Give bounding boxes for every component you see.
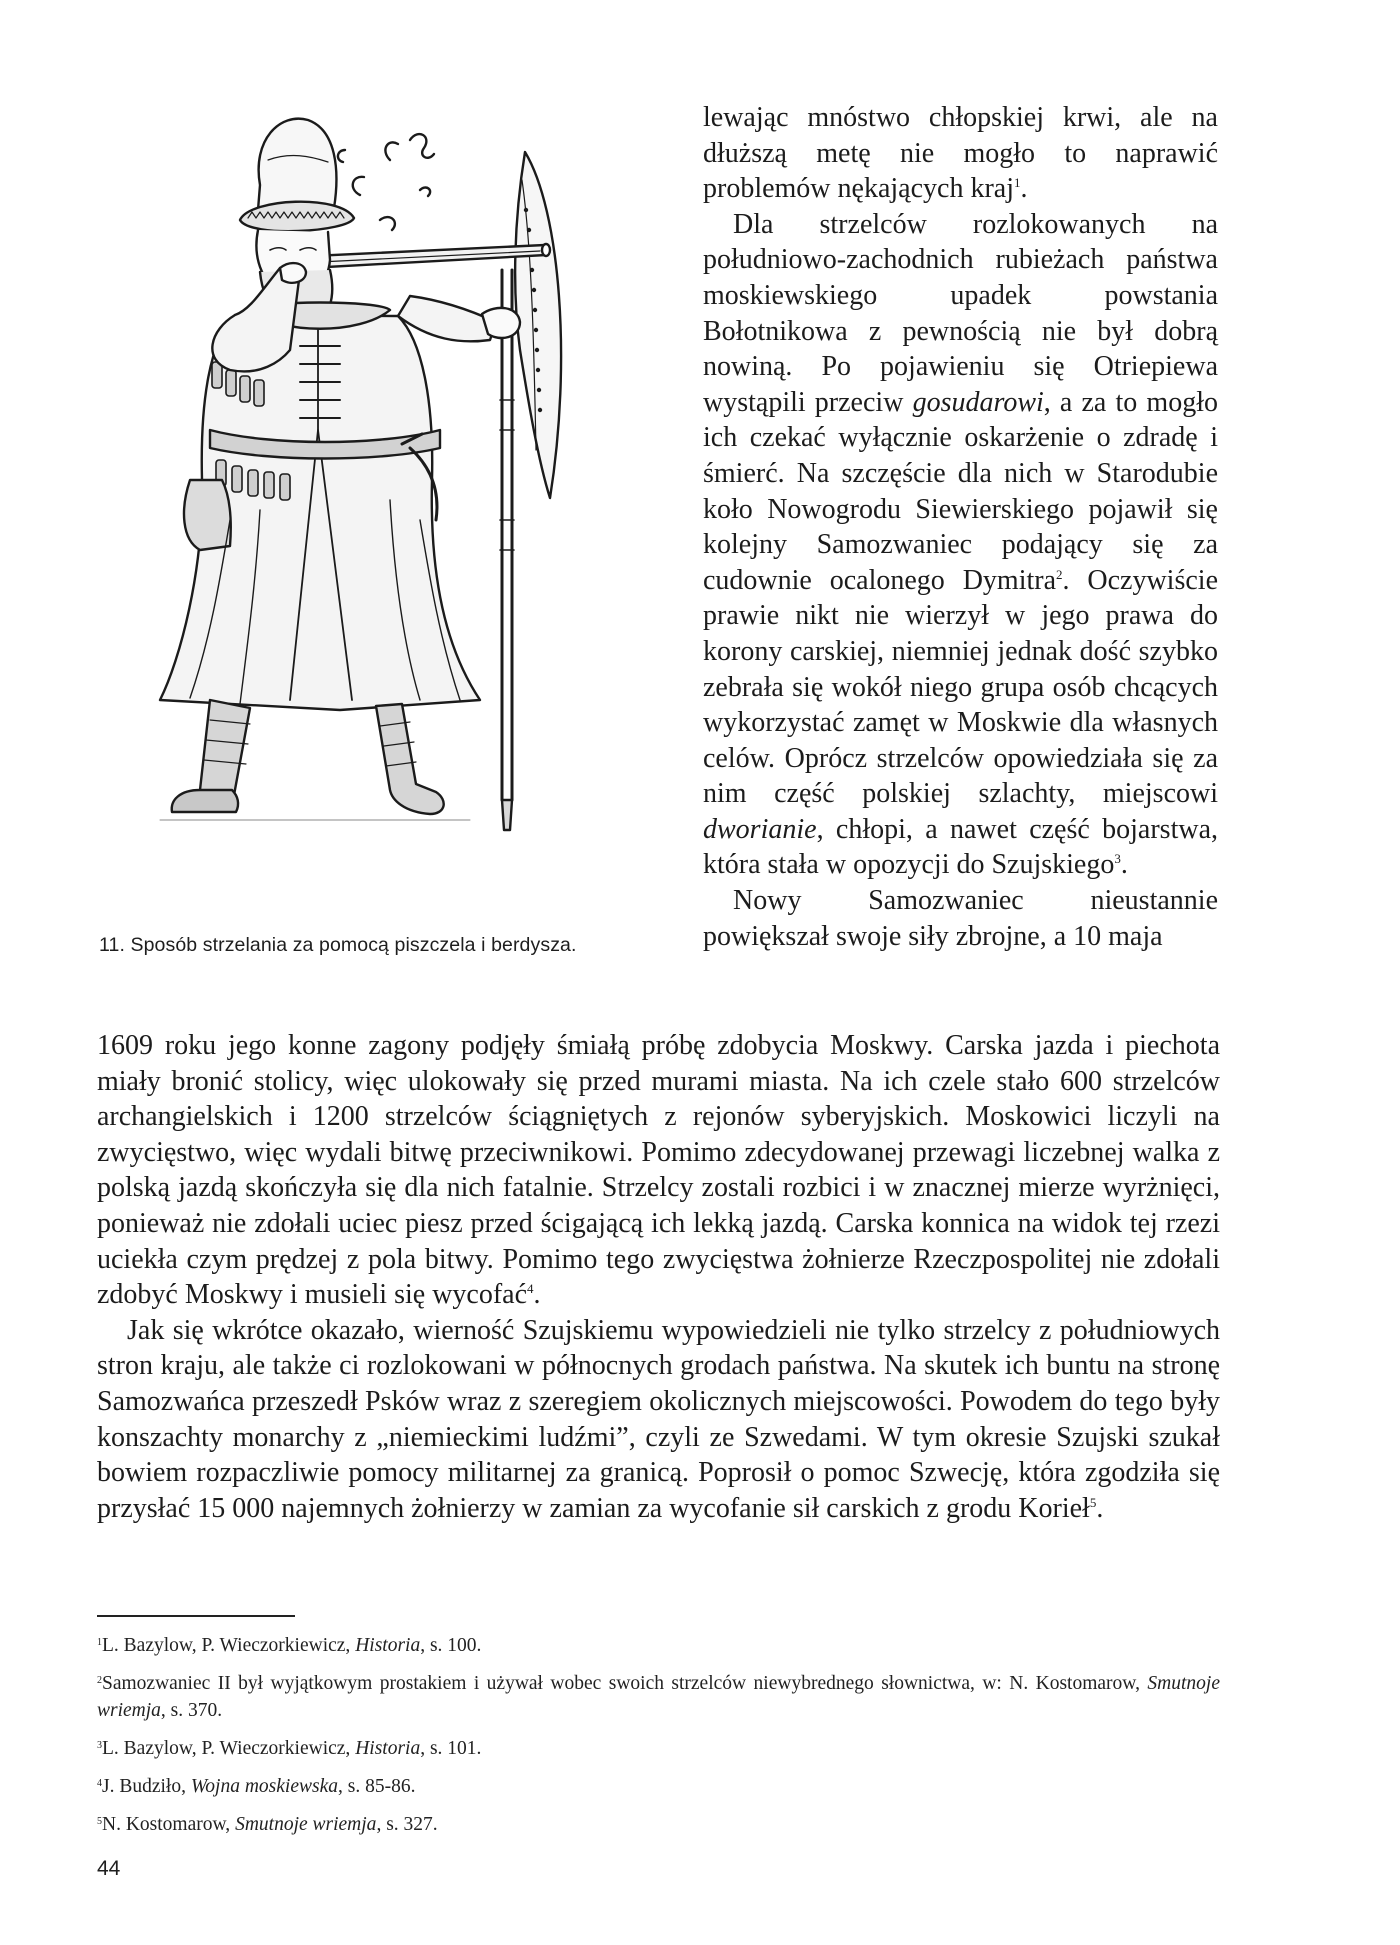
text-run: J. Budziło, — [102, 1776, 191, 1797]
text-run: Dla strzelców rozlokowanych na południowo-zachodnich rubieżach państwa moskiewskiego upadek powstania Bołotnikowa z pewnością nie był dobrą nowiną. Po pojawieniu się Otriepiewa wystąpili przeciw — [703, 208, 1218, 418]
text-run: , chłopi, a nawet część bojarstwa, która stała w opozycji do Szujskiego — [703, 813, 1218, 881]
footnote-ref: 5 — [1089, 1494, 1097, 1510]
footnote-ref: 4 — [97, 1778, 102, 1789]
text-run: , s. 100. — [420, 1635, 482, 1656]
italic-text-run: gosudarowi — [912, 386, 1044, 418]
text-run: , s. 85-86. — [338, 1776, 416, 1797]
footnote-2 — [97, 1670, 1220, 1724]
italic-text-run: Wojna moskiewska — [190, 1776, 338, 1797]
footnote-3 — [97, 1735, 1220, 1762]
column-paragraph-2 — [703, 207, 1218, 883]
footnote-ref: 1 — [1013, 175, 1021, 191]
italic-text-run: Smutnoje wriemja — [97, 1673, 1220, 1721]
footnote-ref: 5 — [97, 1816, 102, 1827]
text-run: L. Bazylow, P. Wieczorkiewicz, — [102, 1635, 356, 1656]
full-paragraph-2 — [97, 1313, 1220, 1527]
figure-caption: 11. Sposób strzelania za pomocą piszczela i berdysza. — [99, 934, 577, 956]
page-number: 44 — [97, 1857, 121, 1880]
full-width-text — [97, 1028, 1220, 1526]
text-run: . — [533, 1279, 541, 1311]
text-run: Jak się wkrótce okazało, wierność Szujskiemu wypowiedzieli nie tylko strzelcy z południowych stron kraju, ale także ci rozlokowani w północnych grodach państwa. Na skutek ich buntu na stronę Samozwańca przeszedł Psków wraz z szeregiem okolicznych miejscowości. Powodem do tego były konszachty monarchy z „niemieckimi ludźmi”, czyli ze Szwedami. W tym okresie Szujski szukał bowiem rozpaczliwie pomocy militarnej za granicą. Poprosił o pomoc Szwecję, która zgodziła się przysłać 15 000 najemnych żołnierzy w zamian za wycofanie sił carskich z grodu Korieł — [97, 1314, 1220, 1524]
text-run: Nowy Samozwaniec nieustannie powiększał swoje siły zbrojne, a 10 maja — [703, 885, 1218, 952]
italic-text-run: Historia — [355, 1738, 421, 1759]
text-run: , s. 101. — [420, 1738, 482, 1759]
right-column-text — [703, 100, 1218, 954]
footnote-5 — [97, 1811, 1220, 1838]
text-run: N. Kostomarow, — [102, 1814, 236, 1835]
musketeer-drawing — [140, 100, 710, 910]
italic-text-run: Smutnoje wriemja — [235, 1814, 377, 1835]
figure-musketeer-illustration — [140, 100, 710, 910]
full-paragraph-1 — [97, 1028, 1220, 1313]
footnote-ref: 1 — [97, 1637, 102, 1648]
text-run: , s. 327. — [376, 1814, 438, 1835]
footnote-4 — [97, 1773, 1220, 1800]
text-run: 1609 roku jego konne zagony podjęły śmiałą próbę zdobycia Moskwy. Carska jazda i piechota miały bronić stolicy, więc ulokowały się przed murami miasta. Na ich czele stało 600 strzelców archangielskich i 1200 strzelców ściągniętych z rejonów syberyjskich. Moskowici liczyli na zwycięstwo, więc wydali bitwę przeciwnikowi. Pomimo zdecydowanej przewagi liczebnej walka z polską jazdą skończyła się dla nich fatalnie. Strzelcy zostali rozbici i w znacznej mierze wyrżnięci, ponieważ nie zdołali uciec piesz przed ścigającą ich lekką jazdą. Carska konnica na widok tej rzezi uciekła czym prędzej z pola bitwy. Pomimo tego zwycięstwa żołnierze Rzeczpospolitej nie zdołali zdobyć Moskwy i musieli się wycofać — [97, 1030, 1220, 1311]
text-run: lewając mnóstwo chłopskiej krwi, ale na dłuższą metę nie mogło to naprawić problemów nękających kraj — [703, 102, 1218, 205]
text-run: , s. 370. — [160, 1700, 223, 1721]
text-run: . — [1020, 173, 1028, 205]
footnote-ref: 3 — [97, 1740, 102, 1751]
text-run: . Oczywiście prawie nikt nie wierzył w jego prawa do korony carskiej, niemniej jednak dość szybko zebrała się wokół niego grupa osób chcących wykorzystać zamęt w Moskwie dla własnych celów. Oprócz strzelców opowiedziała się za nim część polskiej szlachty, miejscowi — [703, 564, 1218, 810]
footnote-ref: 3 — [1114, 851, 1121, 867]
footnote-1 — [97, 1632, 1220, 1659]
text-run: L. Bazylow, P. Wieczorkiewicz, — [102, 1738, 356, 1759]
text-run: , a za to mogło ich czekać wyłącznie oskarżenie o zdradę i śmierć. Na szczęście dla nich w Starodubie koło Nowogrodu Siewierskiego pojawił się kolejny Samozwaniec podający się za cudownie ocalonego Dymitra — [703, 386, 1218, 596]
footnotes — [97, 1632, 1220, 1849]
footnote-ref: 2 — [97, 1675, 102, 1686]
text-run: . — [1120, 849, 1128, 881]
footnote-ref: 2 — [1056, 566, 1063, 582]
text-run: . — [1096, 1492, 1104, 1524]
italic-text-run: dworianie — [703, 813, 817, 845]
text-run: Samozwaniec II był wyjątkowym prostakiem i używał wobec swoich strzelców niewybrednego słownictwa, w: N. Kostomarow, — [102, 1673, 1148, 1694]
column-paragraph-1 — [703, 100, 1218, 207]
column-paragraph-3 — [703, 883, 1218, 954]
italic-text-run: Historia — [355, 1635, 421, 1656]
footnote-separator — [97, 1615, 295, 1617]
footnote-ref: 4 — [527, 1281, 534, 1297]
